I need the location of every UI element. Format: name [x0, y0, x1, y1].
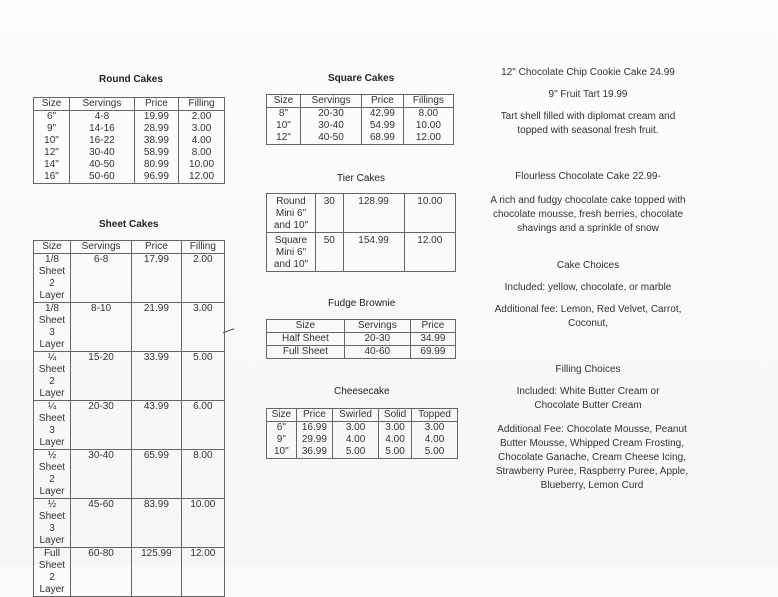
sheet-cakes-table — [33, 240, 225, 597]
table-cell: 50-60 — [70, 171, 135, 184]
cake-choices-additional: Additional fee: Lemon, Red Velvet, Carrot, Coconut, — [494, 304, 682, 329]
table-cell: Full Sheet 2 Layer — [34, 548, 71, 597]
table-cell: 40-50 — [300, 132, 361, 145]
table-cell: 33.99 — [132, 352, 182, 401]
table-cell: 10" — [267, 120, 301, 132]
table-cell: 4.00 — [379, 434, 412, 446]
tier-cakes-table — [266, 193, 456, 272]
table-cell: 10.00 — [181, 499, 224, 548]
column-header: Price — [362, 95, 404, 108]
table-cell: Full Sheet — [267, 346, 345, 359]
table-cell: 3.00 — [379, 422, 412, 435]
table-cell: 10.00 — [403, 120, 453, 132]
table-cell: 6.00 — [181, 401, 224, 450]
table-cell: 20-30 — [344, 333, 410, 346]
table-header-row — [267, 409, 458, 422]
table-cell: 96.99 — [134, 171, 178, 184]
table-header-row — [267, 320, 456, 333]
table-row — [267, 333, 456, 346]
round-cakes-title: Round Cakes — [99, 74, 163, 85]
square-cakes-title: Square Cakes — [328, 73, 395, 84]
table-row — [34, 352, 225, 401]
fruit-tart-description: Tart shell filled with diplomat cream and topped with seasonal fresh fruit. — [500, 111, 676, 136]
table-cell: 36.99 — [296, 446, 332, 459]
table-cell: 6-8 — [71, 254, 132, 303]
table-cell: 30 — [316, 194, 344, 233]
table-cell: 8.00 — [181, 450, 224, 499]
table-cell: 42.99 — [362, 108, 404, 121]
table-row — [34, 171, 225, 184]
cheesecake-table — [266, 408, 458, 459]
table-cell: 5.00 — [333, 446, 379, 459]
fudge-brownie-title: Fudge Brownie — [328, 298, 396, 309]
table-cell: 125.99 — [132, 548, 182, 597]
table-cell: 80.99 — [134, 159, 178, 171]
cookie-cake-item: 12" Chocolate Chip Cookie Cake 24.99 — [501, 67, 675, 78]
table-cell: 8.00 — [179, 147, 225, 159]
table-row — [34, 499, 225, 548]
column-header: Size — [34, 241, 71, 254]
table-cell: 10" — [34, 135, 70, 147]
table-cell: 34.99 — [410, 333, 455, 346]
column-header: Price — [134, 98, 178, 111]
table-row — [267, 346, 456, 359]
table-cell: 5.00 — [379, 446, 412, 459]
table-cell: 5.00 — [412, 446, 458, 459]
table-row — [34, 135, 225, 147]
table-row — [267, 132, 454, 145]
flourless-cake-description: A rich and fudgy chocolate cake topped with chocolate mousse, fresh berries, chocolate shavings and a sprinkle of snow — [490, 195, 686, 234]
flourless-cake-item: Flourless Chocolate Cake 22.99- — [515, 171, 661, 182]
column-header: Filling — [181, 241, 224, 254]
cheesecake-title: Cheesecake — [334, 386, 390, 397]
table-cell: 12.00 — [403, 132, 453, 145]
table-cell: 9" — [34, 123, 70, 135]
table-cell: 8-10 — [71, 303, 132, 352]
table-cell: 60-80 — [71, 548, 132, 597]
table-cell: 15-20 — [71, 352, 132, 401]
table-cell: 14-16 — [70, 123, 135, 135]
table-row — [267, 446, 458, 459]
column-header: Price — [132, 241, 182, 254]
table-cell: 3.00 — [179, 123, 225, 135]
table-cell: 3.00 — [181, 303, 224, 352]
table-cell: 5.00 — [181, 352, 224, 401]
table-cell: 12.00 — [181, 548, 224, 597]
table-cell: 20-30 — [300, 108, 361, 121]
table-cell: ¼ Sheet 3 Layer — [34, 401, 71, 450]
table-cell: 29.99 — [296, 434, 332, 446]
table-cell: 30-40 — [70, 147, 135, 159]
table-cell: 2.00 — [179, 111, 225, 124]
table-cell: 43.99 — [132, 401, 182, 450]
column-header: Price — [410, 320, 455, 333]
table-row — [267, 108, 454, 121]
column-header: Topped — [412, 409, 458, 422]
table-cell: 45-60 — [71, 499, 132, 548]
table-cell: Round Mini 6" and 10" — [267, 194, 316, 233]
table-cell: 4.00 — [179, 135, 225, 147]
table-cell: 12" — [34, 147, 70, 159]
tier-cakes-title: Tier Cakes — [337, 173, 385, 184]
column-header: Servings — [71, 241, 132, 254]
column-header: Size — [267, 409, 297, 422]
table-cell: 6" — [34, 111, 70, 124]
table-cell: 1/8 Sheet 3 Layer — [34, 303, 71, 352]
table-header-row — [267, 95, 454, 108]
table-cell: 12.00 — [179, 171, 225, 184]
table-cell: 4.00 — [412, 434, 458, 446]
table-cell: 38.99 — [134, 135, 178, 147]
column-header: Size — [34, 98, 70, 111]
table-cell: 14" — [34, 159, 70, 171]
column-header: Servings — [300, 95, 361, 108]
table-row — [34, 111, 225, 124]
table-cell: 2.00 — [181, 254, 224, 303]
table-cell: 3.00 — [412, 422, 458, 435]
table-cell: 12.00 — [404, 233, 455, 272]
table-cell: 40-50 — [70, 159, 135, 171]
table-cell: 9" — [267, 434, 297, 446]
table-row — [34, 450, 225, 499]
table-cell: 3.00 — [333, 422, 379, 435]
filling-choices-additional: Additional Fee: Chocolate Mousse, Peanut Butter Mousse, Whipped Cream Frosting, Chocolate Ganache, Cream Cheese Icing, Strawberry Puree, Raspberry Puree, Apple, Blueberry, Lemon Curd — [495, 424, 689, 491]
table-cell: 10.00 — [179, 159, 225, 171]
table-cell: 6" — [267, 422, 297, 435]
table-cell: 65.99 — [132, 450, 182, 499]
column-header: Size — [267, 320, 345, 333]
table-cell: Half Sheet — [267, 333, 345, 346]
sheet-cakes-title: Sheet Cakes — [99, 219, 159, 230]
column-header: Servings — [70, 98, 135, 111]
table-row — [267, 233, 456, 272]
square-cakes-table — [266, 94, 454, 145]
table-cell: 69.99 — [410, 346, 455, 359]
cake-choices-included: Included: yellow, chocolate, or marble — [504, 282, 672, 293]
table-cell: 17.99 — [132, 254, 182, 303]
table-cell: 54.99 — [362, 120, 404, 132]
table-row — [267, 120, 454, 132]
table-cell: 21.99 — [132, 303, 182, 352]
table-cell: 8" — [267, 108, 301, 121]
table-row — [34, 147, 225, 159]
fruit-tart-item: 9" Fruit Tart 19.99 — [548, 89, 628, 100]
table-row — [34, 303, 225, 352]
column-header: Swirled — [333, 409, 379, 422]
filling-choices-title: Filling Choices — [555, 364, 621, 375]
table-cell: 128.99 — [343, 194, 404, 233]
table-cell: 68.99 — [362, 132, 404, 145]
table-cell: 4-8 — [70, 111, 135, 124]
column-header: Filling — [179, 98, 225, 111]
table-cell: 8.00 — [403, 108, 453, 121]
table-cell: 20-30 — [71, 401, 132, 450]
table-cell: ½ Sheet 2 Layer — [34, 450, 71, 499]
table-row — [34, 548, 225, 597]
table-cell: 28.99 — [134, 123, 178, 135]
table-row — [267, 434, 458, 446]
table-cell: 4.00 — [333, 434, 379, 446]
column-header: Solid — [379, 409, 412, 422]
round-cakes-table — [33, 97, 225, 184]
column-header: Price — [296, 409, 332, 422]
table-cell: ½ Sheet 3 Layer — [34, 499, 71, 548]
table-row — [267, 422, 458, 435]
table-header-row — [34, 241, 225, 254]
table-cell: 12" — [267, 132, 301, 145]
table-cell: 154.99 — [343, 233, 404, 272]
table-cell: 16-22 — [70, 135, 135, 147]
column-header: Size — [267, 95, 301, 108]
table-cell: 30-40 — [71, 450, 132, 499]
table-cell: 16.99 — [296, 422, 332, 435]
table-cell: 10.00 — [404, 194, 455, 233]
table-cell: 16" — [34, 171, 70, 184]
table-cell: 40-60 — [344, 346, 410, 359]
column-header: Servings — [344, 320, 410, 333]
table-cell: 50 — [316, 233, 344, 272]
table-row — [34, 401, 225, 450]
table-cell: 83.99 — [132, 499, 182, 548]
table-cell: 58.99 — [134, 147, 178, 159]
table-row — [34, 254, 225, 303]
table-cell: 1/8 Sheet 2 Layer — [34, 254, 71, 303]
table-cell: 30-40 — [300, 120, 361, 132]
fudge-brownie-table — [266, 319, 456, 359]
cake-choices-title: Cake Choices — [556, 260, 620, 271]
table-row — [34, 159, 225, 171]
filling-choices-included: Included: White Butter Cream or Chocolate Butter Cream — [516, 386, 660, 411]
table-row — [34, 123, 225, 135]
table-cell: 10" — [267, 446, 297, 459]
table-row — [267, 194, 456, 233]
table-cell: ¼ Sheet 2 Layer — [34, 352, 71, 401]
column-header: Fillings — [403, 95, 453, 108]
table-header-row — [34, 98, 225, 111]
table-cell: Square Mini 6" and 10" — [267, 233, 316, 272]
table-cell: 19.99 — [134, 111, 178, 124]
